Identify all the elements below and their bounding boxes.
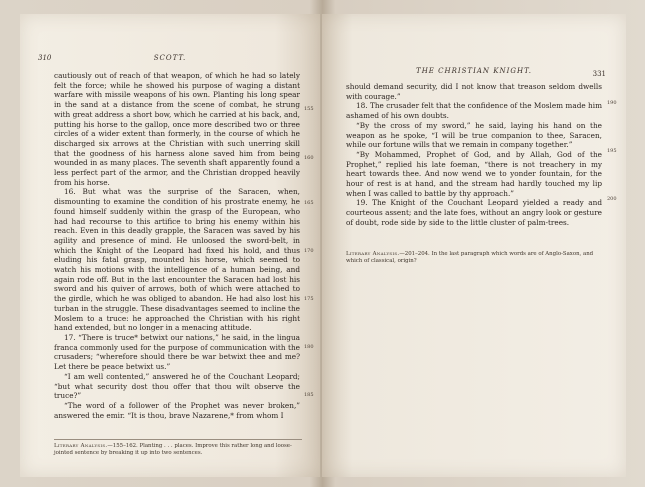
line-number: 165 (304, 200, 314, 206)
line-number: 190 (607, 100, 617, 106)
footnote-text: —201–204. In the last paragraph which words are of Anglo-Saxon, and which of classical, origin? (346, 251, 594, 265)
left-paragraph: “I am well contented,” answered he of the Couchant Leopard; “but what security dost thou offer that thou wilt observe the truce?” (54, 371, 300, 401)
line-number: 170 (304, 248, 314, 254)
left-page-number: 310 (38, 54, 52, 62)
left-page (20, 14, 320, 477)
left-running-head: SCOTT. (153, 54, 187, 62)
footnote-label: Literary Analysis. (346, 251, 400, 257)
line-number: 200 (607, 196, 617, 202)
line-number: 180 (304, 344, 314, 350)
right-paragraph: 18. The crusader felt that the confidence of the Moslem made him ashamed of his own doubts. (346, 101, 602, 121)
line-number: 155 (304, 106, 314, 112)
left-paragraph: cautiously out of reach of that weapon, of which he had so lately felt the force; while he showed his purpose of waging a distant warfare with missile weapons of his own. Planting his long spear in the sand at a distance from the scene of combat, he strung with great address a short bow, which he carried at his back, and, putting his horse to the gallop, once more described two or three circles of a wider extent than formerly, in the course of which he discharged six arrows at the Christian with such unerring skill that the goodness of his harness alone saved him from being wounded in as many places. The seventh shaft apparently found a less perfect part of the armor, and the Christian dropped heavily from his horse. (54, 71, 300, 187)
right-page (322, 14, 626, 477)
footnote-label: Literary Analysis. (54, 443, 108, 449)
right-footnote (346, 251, 602, 266)
line-number: 160 (304, 155, 314, 161)
right-paragraph: “By Mohammed, Prophet of God, and by Allah, God of the Prophet,” replied his late foeman, “there is not treachery in my heart towards thee. And now wend we to yonder fountain, for the hour of rest is at hand, and the stream had hardly touched my lip when I was called to battle by thy approach.” (346, 149, 602, 198)
footnote-text: —155–162. Planting . . . places. Improve this rather long and loose-jointed sentence by breaking it up into two sentences. (54, 443, 292, 457)
left-page-body (54, 71, 300, 420)
right-page-body (346, 82, 602, 228)
line-number: 195 (607, 148, 617, 154)
left-footnote (54, 439, 302, 458)
right-running-head: THE CHRISTIAN KNIGHT. (416, 67, 532, 75)
left-paragraph: 16. But what was the surprise of the Saracen, when, dismounting to examine the condition of his prostrate enemy, he found himself suddenly within the grasp of the European, who had had recourse to this artifice to bring his enemy within his reach. Even in this deadly grapple, the Saracen was saved by his agility and presence of mind. He unloosed the sword-belt, in which the Knight of the Leopard had fixed his hold, and thus eluding his fatal grasp, mounted his horse, which seemed to watch his motions with the intelligence of a human being, and again rode off. But in the last encounter the Saracen had lost his sword and his quiver of arrows, both of which were attached to the girdle, which he was obliged to abandon. He had also lost his turban in the struggle. These disadvantages seemed to incline the Moslem to a truce: he approached the Christian with his right hand extended, but no longer in a menacing attitude. (54, 187, 300, 333)
right-page-number: 331 (592, 70, 606, 78)
right-paragraph: should demand security, did I not know that treason seldom dwells with courage.” (346, 82, 602, 101)
line-number: 175 (304, 296, 314, 302)
line-number: 185 (304, 392, 314, 398)
left-paragraph: “The word of a follower of the Prophet was never broken,” answered the emir. “It is thou, brave Nazarene,* from whom I (54, 400, 300, 420)
right-paragraph: 19. The Knight of the Couchant Leopard yielded a ready and courteous assent; and the late foes, without an angry look or gesture of doubt, rode side by side to the little cluster of palm-trees. (346, 198, 602, 227)
left-paragraph: 17. “There is truce* betwixt our nations,” he said, in the lingua franca commonly used for the purpose of communication with the crusaders; “wherefore should there be war betwixt thee and me? Let there be peace betwixt us.” (54, 332, 300, 372)
right-paragraph: “By the cross of my sword,” he said, laying his hand on the weapon as he spoke, “I will be true companion to thee, Saracen, while our fortune wills that we remain in company together.” (346, 120, 602, 150)
